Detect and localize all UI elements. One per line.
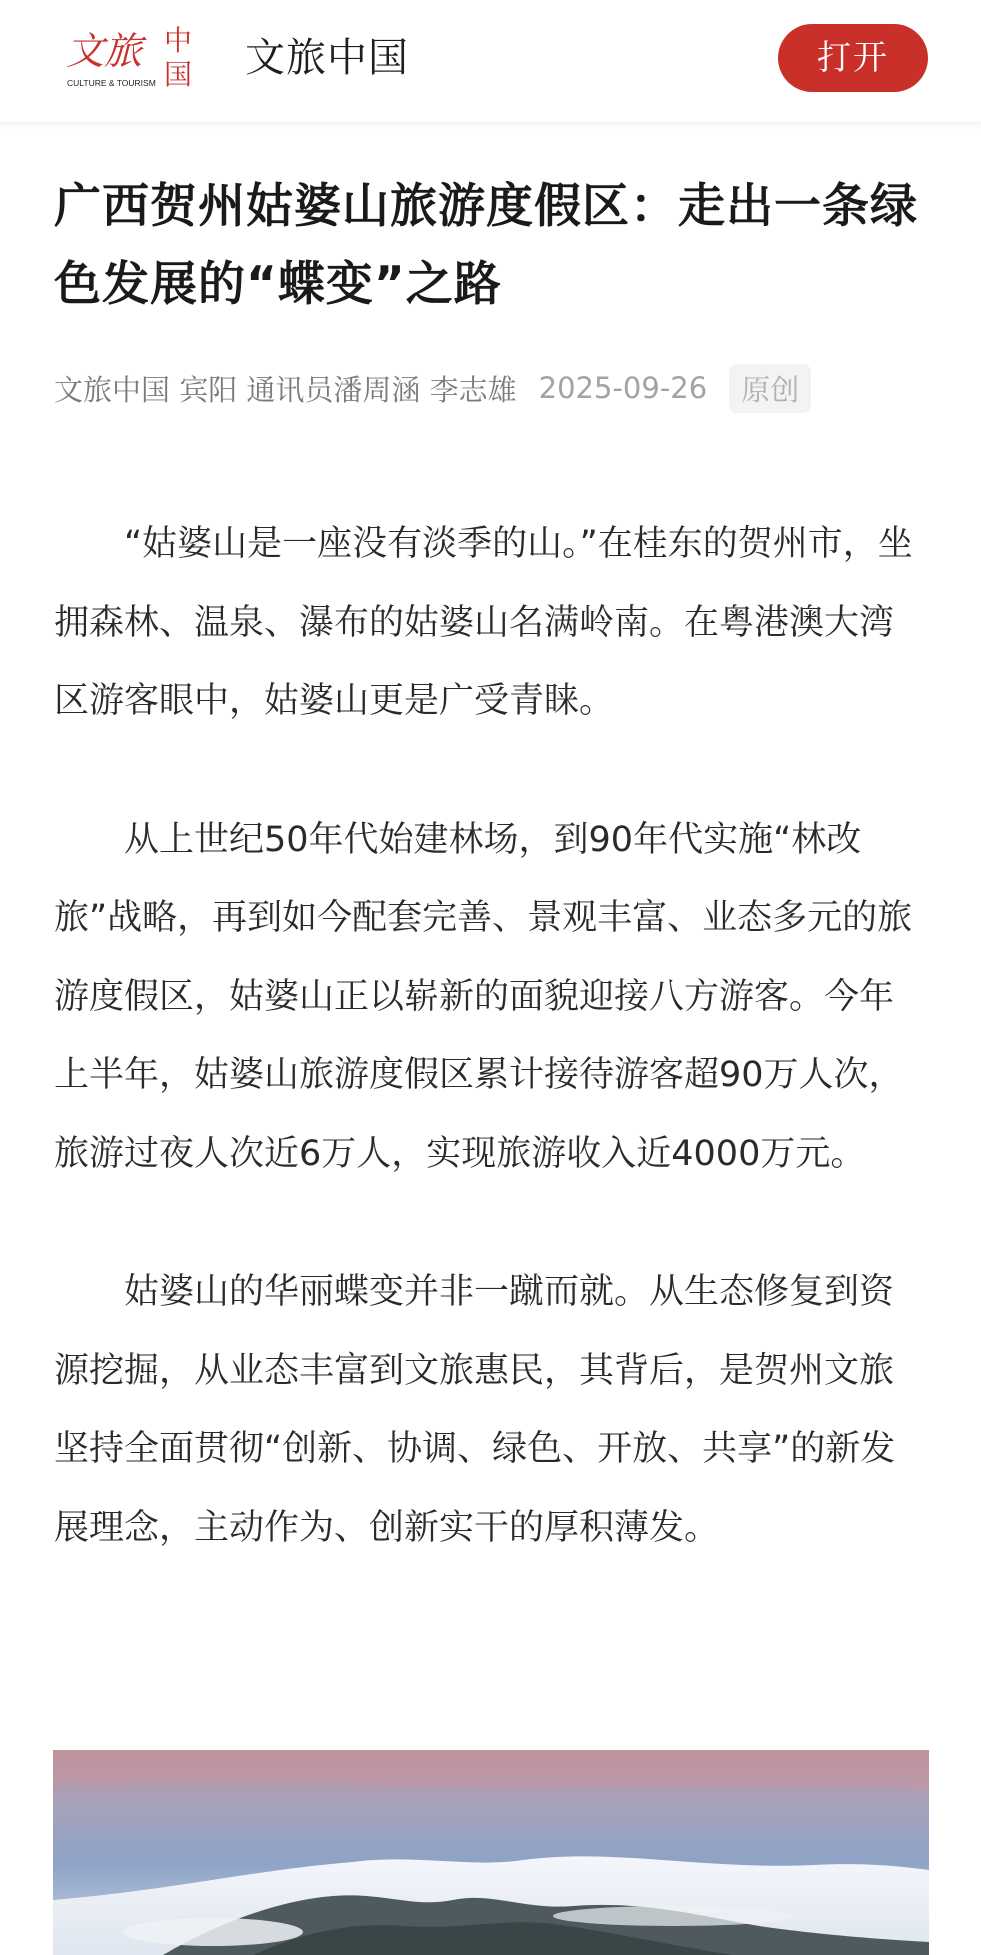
article-paragraph: 从上世纪50年代始建林场，到90年代实施“林改旅”战略，再到如今配套完善、景观丰富、业态多元的旅游度假区，姑婆山正以崭新的面貌迎接八方游客。今年上半年，姑婆山旅游度假区累计接待游客超90万人次，旅游过夜人次近6万人，实现旅游收入近4000万元。 bbox=[54, 819, 913, 1174]
original-badge: 原创 bbox=[729, 364, 811, 413]
article-photo-mountains[interactable] bbox=[53, 1750, 929, 1955]
article-body bbox=[54, 505, 922, 1627]
article-meta bbox=[54, 364, 811, 412]
logo-glyph-guo: 国 bbox=[164, 58, 193, 91]
culture-tourism-logo[interactable] bbox=[66, 22, 196, 94]
article-source: 文旅中国 宾阳 通讯员潘周涵 李志雄 bbox=[54, 372, 517, 407]
logo-subtext: CULTURE & TOURISM bbox=[67, 78, 156, 88]
app-header bbox=[0, 0, 981, 123]
open-app-button[interactable]: 打开 bbox=[778, 24, 928, 92]
article-date: 2025-09-26 bbox=[538, 371, 708, 405]
article-paragraph: 姑婆山的华丽蝶变并非一蹴而就。从生态修复到资源挖掘，从业态丰富到文旅惠民，其背后，是贺州文旅坚持全面贯彻“创新、协调、绿色、开放、共享”的新发展理念，主动作为、创新实干的厚积薄发。 bbox=[54, 1272, 896, 1548]
article-paragraph: “姑婆山是一座没有淡季的山。”在桂东的贺州市，坐拥森林、温泉、瀑布的姑婆山名满岭南。在粤港澳大湾区游客眼中，姑婆山更是广受青睐。 bbox=[54, 524, 913, 721]
article-title: 广西贺州姑婆山旅游度假区：走出一条绿色发展的“蝶变”之路 bbox=[54, 179, 918, 312]
app-name: 文旅中国 bbox=[245, 35, 409, 81]
logo-glyphs-left: 文旅 bbox=[66, 29, 143, 73]
logo-glyph-zhong: 中 bbox=[164, 24, 193, 57]
